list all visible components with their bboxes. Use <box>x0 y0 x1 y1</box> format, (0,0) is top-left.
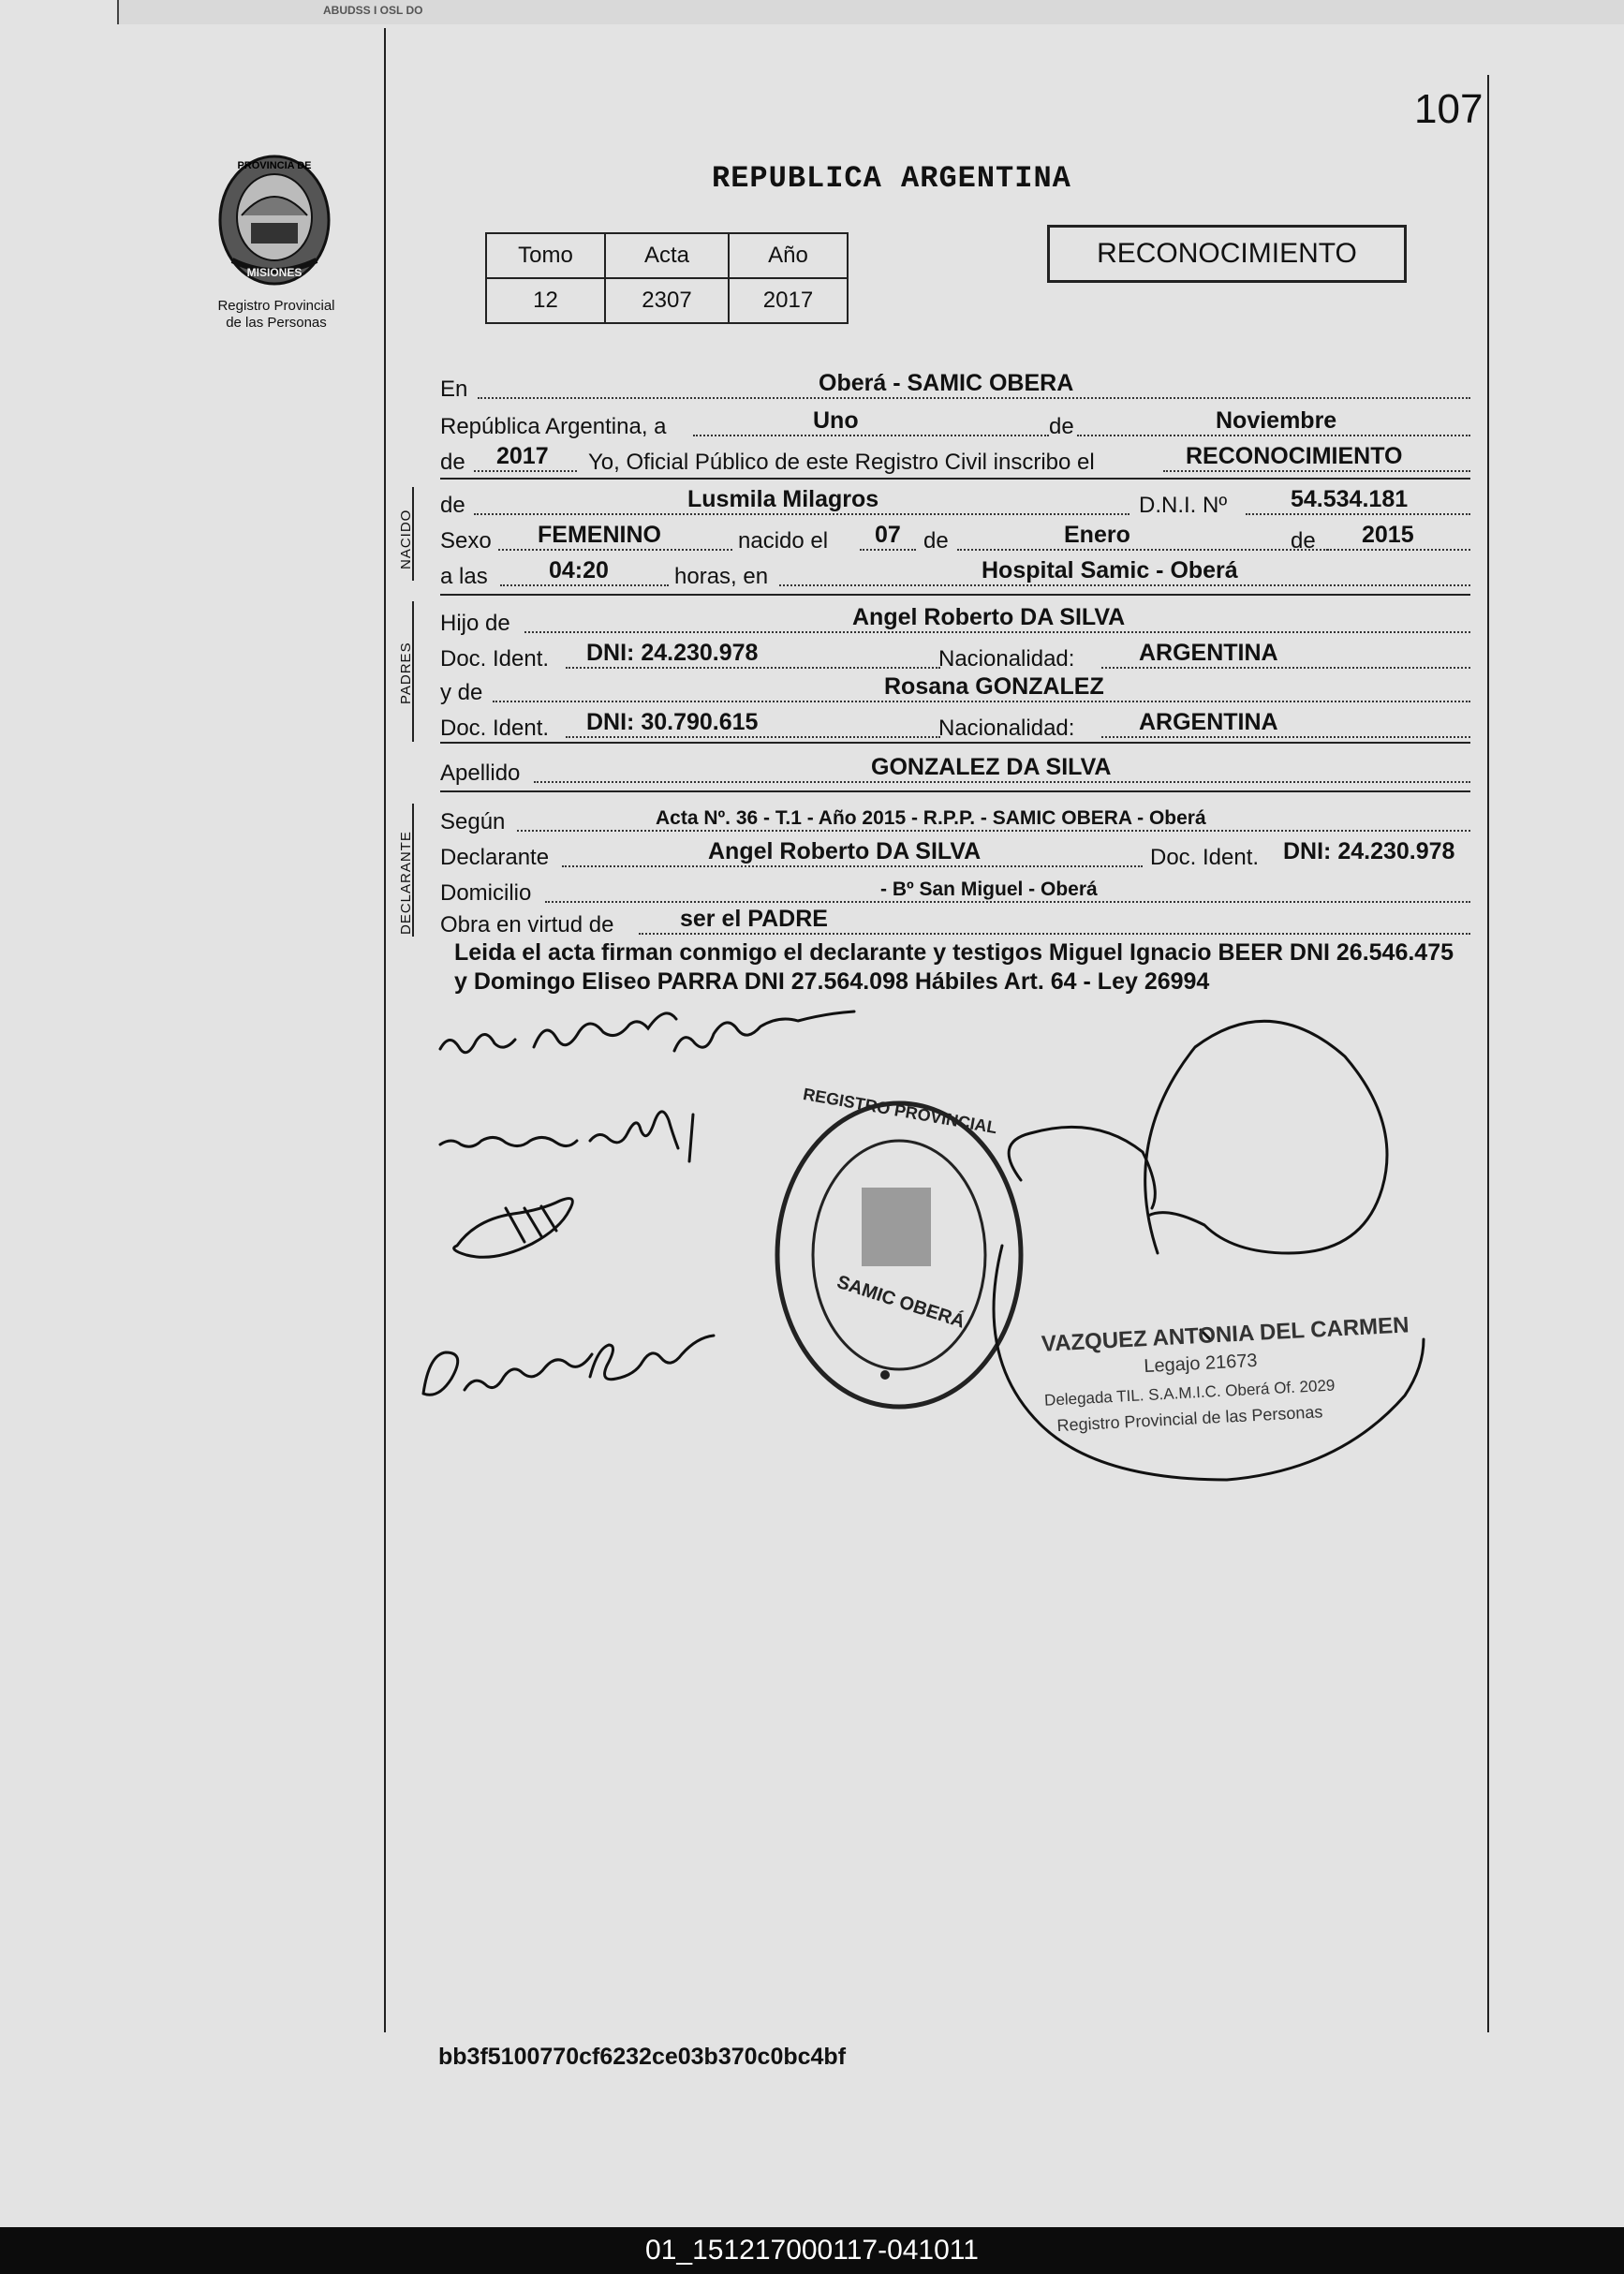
svg-text:REGISTRO PROVINCIAL: REGISTRO PROVINCIAL <box>801 1085 999 1138</box>
registry-header-acta: Acta <box>605 233 729 278</box>
value-child-dni: 54.534.181 <box>1291 486 1409 512</box>
value-birth-year: 2015 <box>1362 522 1414 548</box>
label-de-month: de <box>1049 414 1074 439</box>
value-father-nationality: ARGENTINA <box>1139 640 1278 666</box>
underlying-sheet-fragment: ABUDSS I OSL DO <box>323 4 423 17</box>
label-hijo-de: Hijo de <box>440 611 510 636</box>
document-type-box: RECONOCIMIENTO <box>1047 225 1407 283</box>
page-number: 107 <box>1414 86 1484 132</box>
label-de-birth-year: de <box>1291 528 1316 554</box>
value-declarante-doc: DNI: 24.230.978 <box>1283 838 1455 864</box>
value-year: 2017 <box>496 443 549 469</box>
section-label-nacido: NACIDO <box>398 509 414 569</box>
value-birth-time: 04:20 <box>549 557 609 583</box>
value-birth-day: 07 <box>875 522 901 548</box>
value-act-type: RECONOCIMIENTO <box>1186 443 1403 469</box>
value-declarante-name: Angel Roberto DA SILVA <box>708 838 982 864</box>
label-horas: horas, en <box>674 564 769 589</box>
value-child-name: Lusmila Milagros <box>687 486 879 512</box>
value-segun: Acta Nº. 36 - T.1 - Año 2015 - R.P.P. - SAMIC OBERA - Oberá <box>656 807 1206 829</box>
label-nacionalidad-father: Nacionalidad: <box>938 646 1075 672</box>
value-mother-doc: DNI: 30.790.615 <box>586 709 759 735</box>
value-father-doc: DNI: 24.230.978 <box>586 640 759 666</box>
official-stamp-text <box>1041 1312 1413 1435</box>
label-doc-ident-declarante: Doc. Ident. <box>1150 845 1260 870</box>
registry-value-ano: 2017 <box>729 278 848 323</box>
value-mother-name: Rosana GONZALEZ <box>884 673 1104 700</box>
label-obra: Obra en virtud de <box>440 912 614 938</box>
value-domicilio: - Bº San Miguel - Oberá <box>880 879 1098 900</box>
signature-witness-2 <box>454 1199 573 1258</box>
signature-witness-3 <box>423 1336 714 1395</box>
section-label-declarante: DECLARANTE <box>398 831 414 935</box>
label-de-name: de <box>440 493 465 518</box>
svg-text:SAMIC OBERÁ: SAMIC OBERÁ <box>834 1271 967 1333</box>
svg-text:MISIONES: MISIONES <box>246 266 303 279</box>
label-segun: Según <box>440 809 506 834</box>
value-mother-nationality: ARGENTINA <box>1139 709 1278 735</box>
registry-value-acta: 2307 <box>605 278 729 323</box>
label-en: En <box>440 377 468 402</box>
value-birth-month: Enero <box>1064 522 1130 548</box>
document-hash: bb3f5100770cf6232ce03b370c0bc4bf <box>438 2044 847 2070</box>
signature-declarante <box>440 1011 854 1053</box>
delegacion-seal-icon <box>777 1085 1021 1407</box>
label-de-year: de <box>440 450 465 475</box>
image-id-footer: 01_151217000117-041011 <box>0 2227 1624 2274</box>
value-apellido: GONZALEZ DA SILVA <box>871 754 1112 780</box>
emblem-caption-line1: Registro Provincial <box>217 298 335 314</box>
label-nacido-el: nacido el <box>738 528 829 554</box>
label-oficial: Yo, Oficial Público de este Registro Civil inscribo el <box>588 450 1095 475</box>
signature-witness-1 <box>440 1112 693 1161</box>
label-declarante: Declarante <box>440 845 550 870</box>
official-stamp-line3: Delegada TIL. S.A.M.I.C. Oberá Of. 2029 <box>1043 1376 1336 1410</box>
closing-text: Leida el acta firman conmigo el declarante y testigos Miguel Ignacio BEER DNI 26.546.475 y Domingo Eliseo PARRA DNI 27.564.098 Hábiles Art. 64 - Ley 26994 <box>454 939 1454 995</box>
official-stamp-line2: Legajo 21673 <box>1143 1350 1259 1378</box>
section-label-padres: PADRES <box>398 642 414 704</box>
registry-header-ano: Año <box>729 233 848 278</box>
svg-text:PROVINCIA DE: PROVINCIA DE <box>237 160 312 171</box>
label-republica: República Argentina, a <box>440 414 667 439</box>
value-sexo: FEMENINO <box>538 522 661 548</box>
label-y-de: y de <box>440 680 483 705</box>
value-father-name: Angel Roberto DA SILVA <box>852 604 1126 630</box>
value-obra: ser el PADRE <box>680 906 828 932</box>
label-nacionalidad-mother: Nacionalidad: <box>938 716 1075 741</box>
label-a-las: a las <box>440 564 488 589</box>
value-birth-place: Hospital Samic - Oberá <box>982 557 1238 583</box>
value-day: Uno <box>813 407 859 434</box>
value-place: Oberá - SAMIC OBERA <box>819 370 1074 396</box>
label-dni: D.N.I. Nº <box>1139 493 1228 518</box>
official-stamp-line1: VAZQUEZ ANTONIA DEL CARMEN <box>1041 1312 1410 1357</box>
label-apellido: Apellido <box>440 760 521 786</box>
registry-value-tomo: 12 <box>486 278 605 323</box>
value-month: Noviembre <box>1216 407 1337 434</box>
page-title: REPUBLICA ARGENTINA <box>712 161 1071 196</box>
emblem-caption-line2: de las Personas <box>226 315 327 331</box>
official-stamp-line4: Registro Provincial de las Personas <box>1056 1402 1323 1436</box>
label-sexo: Sexo <box>440 528 492 554</box>
label-domicilio: Domicilio <box>440 880 532 906</box>
label-doc-ident-mother: Doc. Ident. <box>440 716 550 741</box>
label-doc-ident-father: Doc. Ident. <box>440 646 550 672</box>
registry-header-tomo: Tomo <box>486 233 605 278</box>
label-de-birth-month: de <box>923 528 949 554</box>
